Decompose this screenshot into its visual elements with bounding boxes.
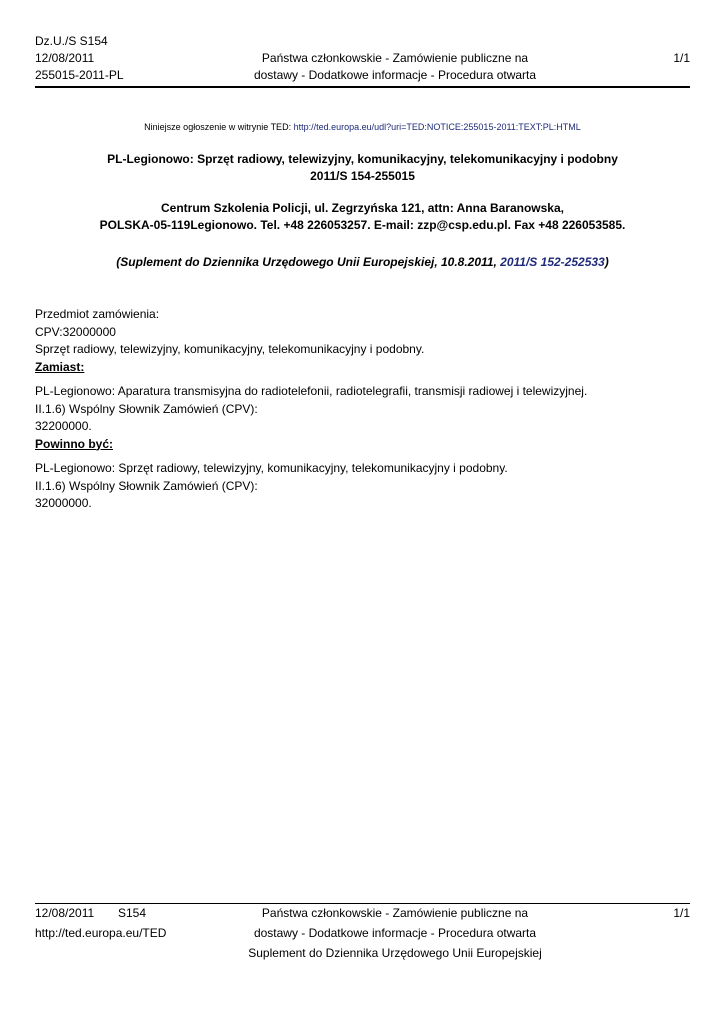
instead-line-1: PL-Legionowo: Aparatura transmisyjna do radiotelefonii, radiotelegrafii, transmisji radiowej i telewizyjnej.	[35, 384, 588, 398]
notice-number: 255015-2011-PL	[35, 68, 124, 82]
supplement-ref-link[interactable]: 2011/S 152-252533	[500, 255, 605, 269]
instead-line-3: 32200000.	[35, 419, 92, 433]
subject-cpv: CPV:32000000	[35, 324, 116, 339]
contracting-authority	[35, 200, 690, 234]
notice-title-line-2: 2011/S 154-255015	[310, 169, 415, 183]
footer-url[interactable]: http://ted.europa.eu/TED	[35, 926, 167, 940]
notice-title-line-1: PL-Legionowo: Sprzęt radiowy, telewizyjny, komunikacyjny, telekomunikacyjny i podobny	[107, 152, 618, 166]
footer-page-number: 1/1	[673, 906, 690, 920]
supplement-reference	[35, 254, 690, 271]
should-line-3: 32000000.	[35, 496, 92, 510]
ted-notice	[35, 121, 690, 133]
supplement-suffix: )	[604, 255, 609, 269]
contact-line-1: Centrum Szkolenia Policji, ul. Zegrzyńska 121, attn: Anna Baranowska,	[160, 201, 564, 215]
ted-notice-link[interactable]: http://ted.europa.eu/udl?uri=TED:NOTICE:255015-2011:TEXT:PL:HTML	[293, 122, 581, 132]
spacer	[35, 453, 690, 460]
header-date: 12/08/2011	[35, 51, 95, 65]
footer-line-2: dostawy - Dodatkowe informacje - Procedura otwarta	[253, 926, 537, 940]
ted-notice-prefix: Niniejsze ogłoszenie w witrynie TED:	[144, 122, 294, 132]
supplement-prefix: (Suplement do Dziennika Urzędowego Unii Europejskiej, 10.8.2011,	[116, 255, 501, 269]
notice-title	[35, 151, 690, 185]
contact-line-2: POLSKA-05-119Legionowo. Tel. +48 226053257. E-mail: zzp@csp.edu.pl. Fax +48 226053585.	[99, 218, 626, 232]
should-line-1: PL-Legionowo: Sprzęt radiowy, telewizyjny, komunikacyjny, telekomunikacyjny i podobny.	[35, 461, 508, 475]
footer-date: 12/08/2011	[35, 906, 95, 920]
instead-heading: Zamiast:	[35, 359, 85, 374]
footer-line-3: Suplement do Dziennika Urzędowego Unii Europejskiej	[248, 946, 542, 960]
footer-issue: S154	[118, 906, 147, 920]
header-title-line-2: dostawy - Dodatkowe informacje - Procedura otwarta	[253, 68, 537, 82]
header-title-line-1: Państwa członkowskie - Zamówienie publiczne na	[261, 51, 529, 65]
spacer	[35, 376, 690, 383]
notice-body	[35, 306, 690, 513]
header-divider	[35, 86, 690, 88]
should-line-2: II.1.6) Wspólny Słownik Zamówień (CPV):	[35, 478, 258, 493]
journal-reference: Dz.U./S S154	[35, 34, 108, 48]
header-page-number: 1/1	[673, 51, 690, 65]
should-heading: Powinno być:	[35, 436, 113, 451]
header-center	[215, 50, 575, 84]
instead-line-2: II.1.6) Wspólny Słownik Zamówień (CPV):	[35, 401, 258, 416]
footer-center	[215, 903, 575, 963]
footer-left	[35, 903, 205, 943]
page-footer	[35, 903, 690, 963]
subject-description: Sprzęt radiowy, telewizyjny, komunikacyjny, telekomunikacyjny i podobny.	[35, 342, 425, 356]
header-left	[35, 33, 175, 84]
footer-line-1: Państwa członkowskie - Zamówienie publiczne na	[261, 906, 529, 920]
page-header	[35, 33, 690, 87]
subject-label: Przedmiot zamówienia:	[35, 307, 160, 321]
